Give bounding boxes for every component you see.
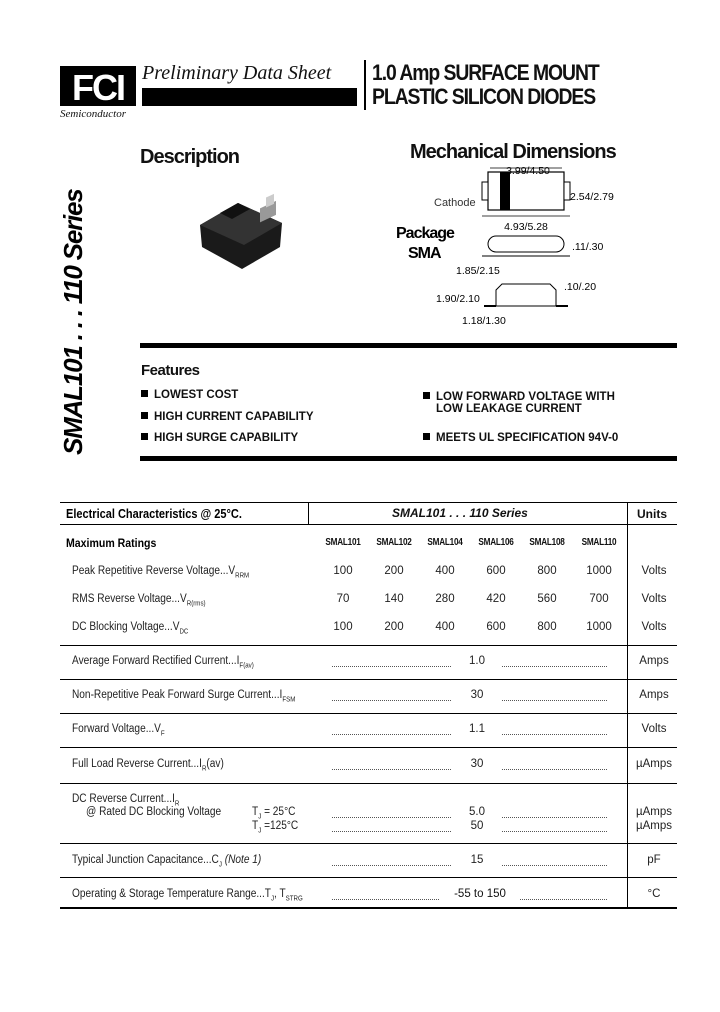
mechanical-drawing [396, 160, 690, 350]
series-vertical-text: SMAL101 . . . 110 Series [58, 189, 88, 455]
table-row-label: DC Blocking $Voltage...V_{DC}$ [72, 621, 189, 636]
dim-height: 1.90/2.10 [436, 293, 480, 305]
column-header: SMAL104 [427, 537, 463, 548]
table-cell: 200 [384, 565, 404, 577]
row-line [60, 783, 677, 784]
header-divider [364, 60, 366, 110]
table-bottom-line [60, 907, 677, 909]
table-row-unit: Amps [639, 655, 669, 667]
table-divider-units [627, 502, 628, 909]
temperature-label: Operating & Storage Temperature $Range...T_J$, $T_{STRG}$ [72, 888, 303, 903]
feature-item: HIGH SURGE CAPABILITY [141, 432, 298, 444]
table-value: 1.0 [452, 655, 502, 667]
table-cell: 200 [384, 621, 404, 633]
table-cell: 420 [486, 593, 506, 605]
dim-right: 2.54/2.79 [570, 191, 614, 203]
table-cell: 560 [537, 593, 557, 605]
cathode-label: Cathode [434, 197, 476, 209]
row-line [60, 645, 677, 646]
table-row-unit: Volts [641, 565, 667, 577]
dc-reverse-label: DC Reverse $Current...I_R$ [72, 793, 180, 808]
column-header: SMAL102 [376, 537, 412, 548]
row-line [60, 747, 677, 748]
table-row-label: Forward $Voltage...V_F$ [72, 723, 165, 738]
dc-reverse-value-1: 5.0 [452, 806, 502, 818]
row-line [60, 713, 677, 714]
logo-subtitle: Semiconductor [60, 108, 126, 120]
table-cell: 800 [537, 621, 557, 633]
table-row-label: Non-Repetitive Peak Forward Surge $Current...I_{FSM}$ [72, 689, 296, 704]
temp-25: $T_J = 25^\circ C$ [252, 806, 296, 821]
table-row-unit: Volts [641, 621, 667, 633]
title-line-2: PLASTIC SILICON DIODES [372, 84, 596, 109]
table-cell: 400 [435, 621, 455, 633]
table-cell: 600 [486, 565, 506, 577]
units-header: Units [637, 507, 667, 521]
description-heading: Description [140, 146, 240, 168]
row-line [60, 843, 677, 844]
dc-reverse-sub-label: @ Rated DC Blocking Voltage [86, 806, 222, 818]
table-title: Electrical Characteristics @ 25°C. [66, 507, 242, 521]
table-value: 1.1 [452, 723, 502, 735]
table-cell: 700 [589, 593, 609, 605]
svg-text:FCI: FCI [72, 67, 124, 108]
temperature-unit: °C [647, 888, 661, 900]
preliminary-label: Preliminary Data Sheet [142, 62, 332, 84]
table-cell: 1000 [586, 565, 612, 577]
dc-reverse-value-2: 50 [452, 820, 502, 832]
capacitance-value: 15 [452, 854, 502, 866]
feature-item: MEETS UL SPECIFICATION 94V-0 [423, 432, 618, 444]
table-value: 30 [452, 689, 502, 701]
feature-item: HIGH CURRENT CAPABILITY [141, 411, 314, 423]
table-row-label: Full Load Reverse $Current...I_R(av)$ [72, 758, 224, 773]
table-divider-1 [308, 502, 309, 524]
table-row-unit: Amps [639, 689, 669, 701]
header-bar [142, 88, 357, 106]
table-cell: 800 [537, 565, 557, 577]
column-header: SMAL106 [478, 537, 514, 548]
series-vertical-label [52, 150, 92, 460]
table-value: 30 [452, 758, 502, 770]
mechanical-heading: Mechanical Dimensions [410, 141, 616, 163]
fci-logo [60, 64, 136, 108]
row-line [60, 679, 677, 680]
table-row-label: Peak Repetitive Reverse $Voltage...V_{RRM}$ [72, 565, 250, 580]
table-header-line [60, 524, 677, 525]
table-cell: 100 [333, 565, 353, 577]
table-top-line [60, 502, 677, 503]
feature-item-cont: LOW LEAKAGE CURRENT [436, 403, 582, 415]
table-row-unit: Volts [641, 723, 667, 735]
table-row-unit: µAmps [635, 758, 673, 770]
temperature-value: -55 to 150 [440, 888, 520, 900]
row-line [60, 877, 677, 878]
table-series: SMAL101 . . . 110 Series [392, 506, 528, 520]
table-row-label: RMS Reverse $Voltage...V_{R(rms)}$ [72, 593, 206, 608]
dim-top: 3.99/4.50 [506, 165, 550, 177]
table-cell: 1000 [586, 621, 612, 633]
dim-mid: 4.93/5.28 [504, 221, 548, 233]
capacitance-label: Typical Junction $Capacitance...C_J$ (Note 1) [72, 854, 262, 869]
column-header: SMAL101 [325, 537, 361, 548]
table-row-unit: Volts [641, 593, 667, 605]
feature-item: LOW FORWARD VOLTAGE WITH [423, 391, 615, 403]
features-heading: Features [141, 362, 200, 379]
table-cell: 140 [384, 593, 404, 605]
dim-foot: .10/.20 [564, 281, 597, 293]
column-header: SMAL108 [529, 537, 565, 548]
table-cell: 70 [336, 593, 350, 605]
package-label-1: Package [396, 225, 454, 242]
title-line-1: 1.0 Amp SURFACE MOUNT [372, 60, 599, 85]
dc-reverse-unit-1: µAmps [635, 806, 673, 818]
rule-bottom [140, 456, 677, 461]
dim-foot-w: 1.18/1.30 [462, 315, 506, 327]
temp-125: $T_J =125^\circ C$ [252, 820, 299, 835]
table-cell: 280 [435, 593, 455, 605]
rule-top [140, 343, 677, 348]
capacitance-unit: pF [647, 854, 661, 866]
table-cell: 600 [486, 621, 506, 633]
table-cell: 100 [333, 621, 353, 633]
table-cell: 400 [435, 565, 455, 577]
max-ratings-label: Maximum Ratings [66, 536, 157, 550]
package-label-2: SMA [408, 245, 441, 262]
diode-package-image [190, 195, 290, 275]
dim-lead: .11/.30 [572, 241, 604, 253]
column-header: SMAL110 [581, 537, 617, 548]
dc-reverse-unit-2: µAmps [635, 820, 673, 832]
feature-item: LOWEST COST [141, 389, 238, 401]
table-row-label: Average Forward Rectified $Current...I_{F(av)}$ [72, 655, 254, 670]
dim-lead-len: 1.85/2.15 [456, 265, 500, 277]
